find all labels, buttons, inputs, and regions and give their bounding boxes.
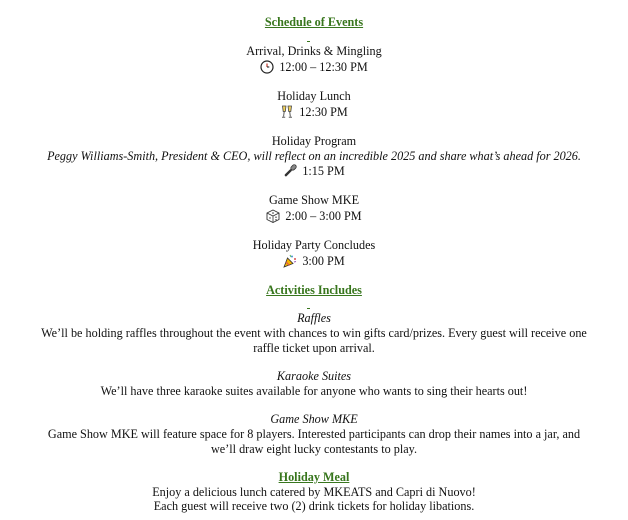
event-title: Arrival, Drinks & Mingling	[246, 44, 382, 58]
event-time: 12:00 – 12:30 PM	[279, 60, 368, 74]
activity-text: Game Show MKE will feature space for 8 players. Interested participants can drop their names into a jar, and we’ll draw eight lucky contestants to play.	[47, 427, 581, 456]
event-time-line	[0, 105, 628, 123]
champagne-icon	[280, 105, 294, 123]
event-time: 12:30 PM	[299, 105, 348, 119]
event-title: Holiday Program	[271, 134, 357, 148]
activity-title: Raffles	[297, 311, 331, 325]
event-title: Game Show MKE	[268, 193, 360, 207]
event-time-line	[0, 254, 628, 272]
heading-marker	[307, 41, 310, 42]
activity-text: We’ll be holding raffles throughout the event with chances to win gifts card/prizes. Every guest will receive one raffle ticket upon arrival.	[41, 326, 587, 355]
activity-text: We’ll have three karaoke suites available for anyone who wants to sing their hearts out!	[100, 384, 528, 398]
party-popper-icon	[283, 254, 297, 272]
event-time: 1:15 PM	[302, 164, 345, 178]
microphone-icon	[283, 164, 297, 182]
event-time-line	[0, 209, 628, 227]
meal-line: Each guest will receive two (2) drink tickets for holiday libations.	[153, 499, 475, 513]
event-title: Holiday Lunch	[277, 89, 351, 103]
event-time: 3:00 PM	[302, 254, 345, 268]
meal-line: Enjoy a delicious lunch catered by MKEATS and Capri di Nuovo!	[152, 485, 476, 499]
event-description: Peggy Williams-Smith, President & CEO, will reflect on an incredible 2025 and share what’s ahead for 2026.	[47, 149, 581, 163]
clock-icon	[260, 60, 274, 78]
activity-title: Game Show MKE	[270, 412, 358, 426]
activity-title: Karaoke Suites	[276, 369, 352, 383]
event-time-line	[0, 60, 628, 78]
event-time-line	[0, 164, 628, 182]
meal-heading: Holiday Meal	[278, 470, 350, 484]
heading-marker	[307, 308, 310, 309]
event-time: 2:00 – 3:00 PM	[285, 209, 362, 223]
dice-icon	[266, 209, 280, 227]
event-title: Holiday Party Concludes	[252, 238, 376, 252]
schedule-heading: Schedule of Events	[264, 15, 364, 29]
activities-heading: Activities Includes	[266, 283, 362, 297]
